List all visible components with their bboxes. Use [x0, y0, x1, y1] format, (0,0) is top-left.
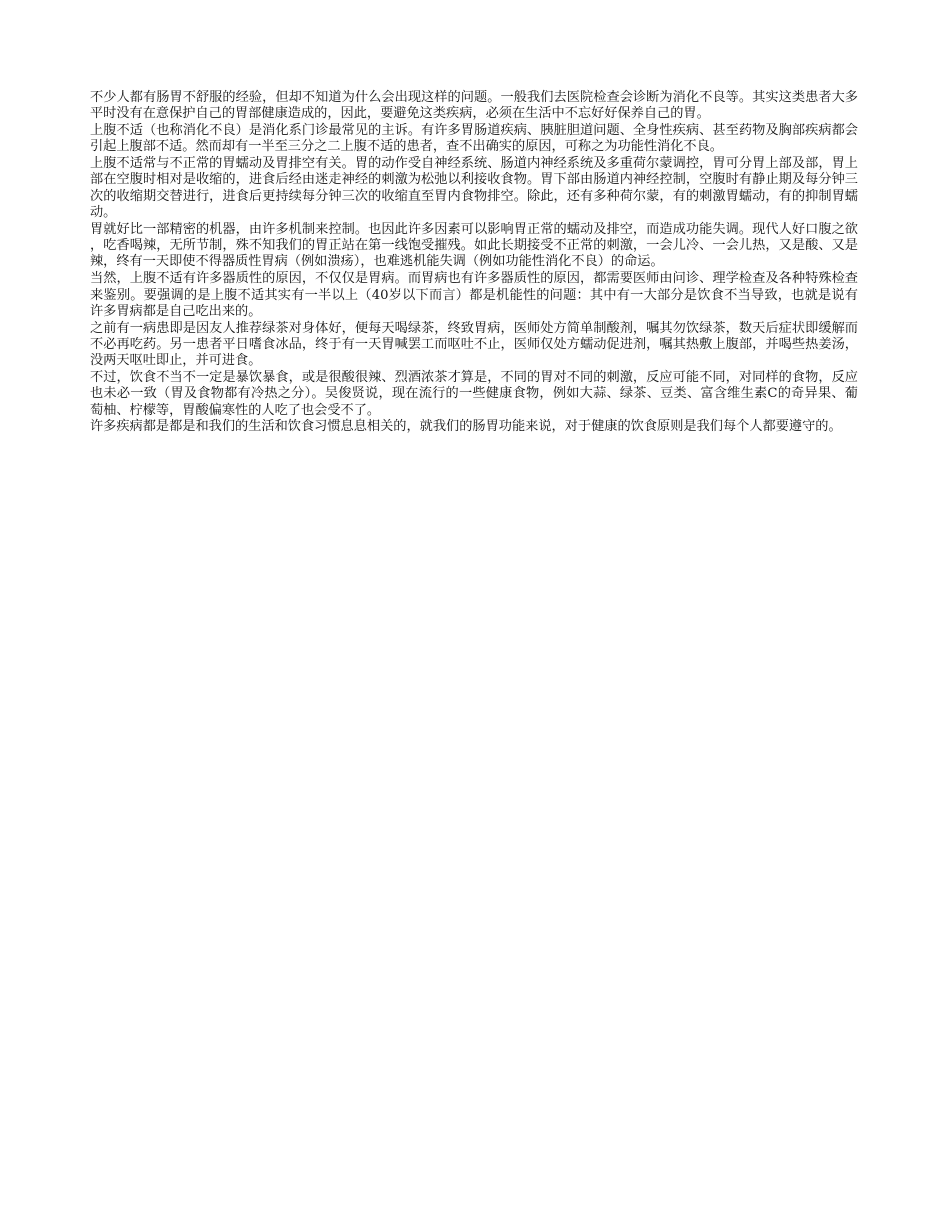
- paragraph: 当然，上腹不适有许多器质性的原因，不仅仅是胃病。而胃病也有许多器质性的原因，都需要医师由问诊、理学检查及各种特殊检查来鉴别。要强调的是上腹不适其实有一半以上（40岁以下而言）都是机能性的问题：其中有一大部分是饮食不当导致，也就是说有许多胃病都是自己吃出来的。: [90, 271, 858, 319]
- paragraph: 不少人都有肠胃不舒服的经验，但却不知道为什么会出现这样的问题。一般我们去医院检查会诊断为消化不良等。其实这类患者大多平时没有在意保护自己的胃部健康造成的，因此，要避免这类疾病，必须在生活中不忘好好保养自己的胃。: [90, 90, 858, 122]
- paragraph: 之前有一病患即是因友人推荐绿茶对身体好，便每天喝绿茶，终致胃病，医师处方简单制酸剂，嘱其勿饮绿茶，数天后症状即缓解而不必再吃药。另一患者平日嗜食冰品，终于有一天胃喊罢工而呕吐不止，医师仅处方蠕动促进剂，嘱其热敷上腹部，并喝些热姜汤，没两天呕吐即止，并可进食。: [90, 320, 858, 369]
- paragraph: 胃就好比一部精密的机器，由许多机制来控制。也因此许多因素可以影响胃正常的蠕动及排空，而造成功能失调。现代人好口腹之欲，吃香喝辣，无所节制，殊不知我们的胃正站在第一线饱受摧残。如此长期接受不正常的刺激，一会儿冷、一会儿热，又是酸、又是辣，终有一天即使不得器质性胃病（例如溃疡），也难逃机能失调（例如功能性消化不良）的命运。: [90, 221, 858, 270]
- paragraph: 许多疾病都是都是和我们的生活和饮食习惯息息相关的，就我们的肠胃功能来说，对于健康的饮食原则是我们每个人都要遵守的。: [90, 419, 842, 435]
- document-body: [90, 90, 858, 436]
- paragraph: 不过，饮食不当不一定是暴饮暴食，或是很酸很辣、烈酒浓茶才算是，不同的胃对不同的刺激，反应可能不同，对同样的食物，反应也未必一致（胃及食物都有冷热之分）。吴俊贤说，现在流行的一些健康食物，例如大蒜、绿茶、豆类、富含维生素C的奇异果、葡萄柚、柠檬等，胃酸偏寒性的人吃了也会受不了。: [90, 370, 858, 418]
- paragraph: 上腹不适（也称消化不良）是消化系门诊最常见的主诉。有许多胃肠道疾病、胰脏胆道问题、全身性疾病、甚至药物及胸部疾病都会引起上腹部不适。然而却有一半至三分之二上腹不适的患者，查不出确实的原因，可称之为功能性消化不良。: [90, 123, 858, 155]
- paragraph: 上腹不适常与不正常的胃蠕动及胃排空有关。胃的动作受自神经系统、肠道内神经系统及多重荷尔蒙调控，胃可分胃上部及部，胃上部在空腹时相对是收缩的，进食后经由迷走神经的刺激为松弛以利接收食物。胃下部由肠道内神经控制，空腹时有静止期及每分钟三次的收缩期交替进行，进食后更持续每分钟三次的收缩直至胃内食物排空。除此，还有多种荷尔蒙，有的刺激胃蠕动，有的抑制胃蠕动。: [90, 156, 858, 221]
